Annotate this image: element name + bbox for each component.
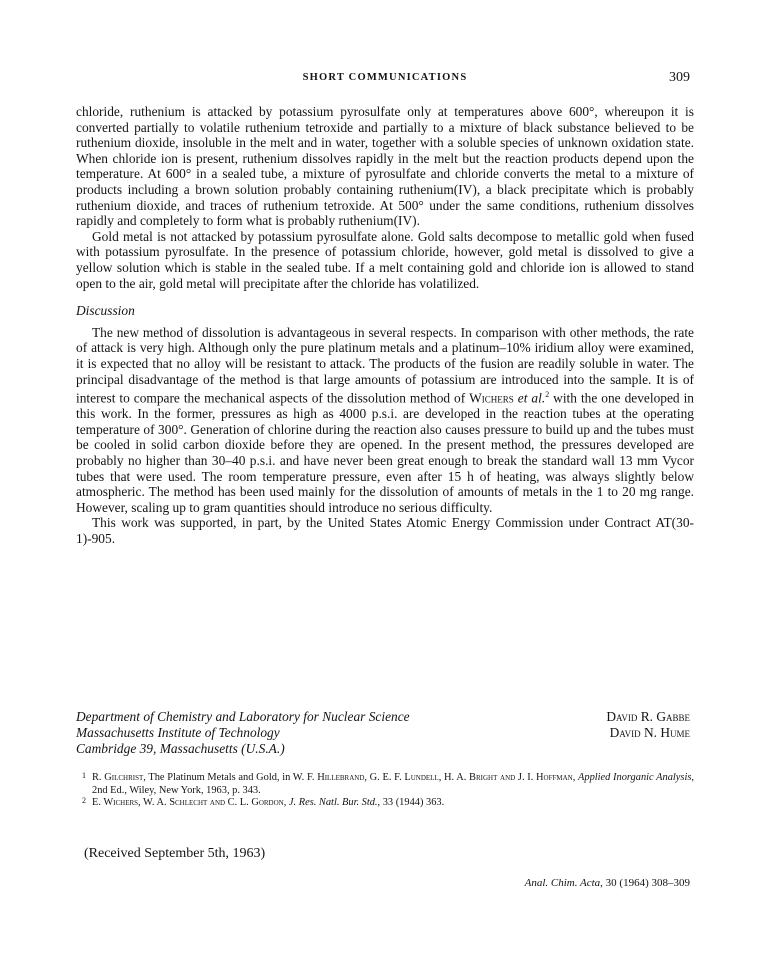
reference-text: , 2nd Ed., Wiley, New York, 1963, p. 343.	[92, 772, 694, 796]
paragraph-ruthenium: chloride, ruthenium is attacked by potassium pyrosulfate only at temperatures above 600°, whereupon it is converted partially to volatile ruthenium tetroxide and partially to a mixture of black substance believed to be ruthenium dioxide, insoluble in the melt and in water, together with a soluble species of unknown oxidation state. When chloride ion is present, ruthenium dissolves rapidly in the melt but the reaction products depend upon the temperature. At 600° in a sealed tube, a mixture of pyrosulfate and chloride converts the metal to a mixture of products including a brown solution probably containing ruthenium(IV), a black precipitate which is probably ruthenium dioxide, and traces of ruthenium tetroxide. At 500° under the same conditions, ruthenium dissolves rapidly and completely to form what is probably ruthenium(IV).	[76, 104, 694, 229]
paragraph-acknowledgement: This work was supported, in part, by the United States Atomic Energy Commission under Contract AT(30-1)-905.	[76, 515, 694, 546]
reference-item	[76, 772, 694, 797]
journal-name: Anal. Chim. Acta	[524, 877, 601, 889]
reference-title: Applied Inorganic Analysis	[578, 772, 692, 783]
running-title: SHORT COMMUNICATIONS	[302, 72, 468, 83]
authors	[606, 709, 690, 741]
reference-editors: Hillebrand, G. E. F. Lundell, H. A. Bright and J. I. Hoffman	[317, 772, 573, 783]
citation-marker: 2	[545, 390, 550, 400]
affiliation-block	[76, 709, 694, 761]
et-al: et al.	[517, 390, 546, 406]
paragraph-discussion	[76, 325, 694, 516]
paragraph-gold: Gold metal is not attacked by potassium pyrosulfate alone. Gold salts decompose to metallic gold when fused with potassium pyrosulfate. In the presence of potassium chloride, however, gold metal is dissolved to give a yellow solution which is stable in the sealed tube. If a melt containing gold and chloride ion is allowed to stand open to the air, gold metal will precipitate after the chloride has volatilized.	[76, 228, 694, 291]
cited-author: Wichers	[469, 390, 514, 406]
author-1: David R. Gabbe	[606, 709, 690, 724]
journal-citation: , 30 (1964) 308–309	[600, 877, 690, 889]
affiliation-line-3: Cambridge 39, Massachusetts (U.S.A.)	[76, 741, 285, 756]
affiliation-line-2: Massachusetts Institute of Technology	[76, 725, 280, 740]
section-heading-discussion: Discussion	[76, 303, 135, 319]
affiliation	[76, 709, 546, 757]
body-text	[76, 104, 694, 547]
page-number: 309	[669, 70, 690, 85]
reference-journal: J. Res. Natl. Bur. Std.	[288, 797, 378, 809]
page-header	[76, 72, 694, 90]
reference-text: ,	[572, 772, 579, 783]
received-date: (Received September 5th, 1963)	[84, 846, 266, 861]
reference-text: ,	[283, 797, 289, 809]
affiliation-line-1: Department of Chemistry and Laboratory for Nuclear Science	[76, 709, 410, 724]
discussion-text-part2: with the one developed in this work. In the former, pressures as high as 4000 p.s.i. are developed in the reaction tubes at the operating temperature of 300°. Generation of chlorine during the reaction also causes pressure to build up and the tubes must be cooled in solid carbon dioxide before they are opened. In the present method, the pressures developed are probably no higher than 30–40 p.s.i. and have never been great enough to break the standard wall 13 mm Vycor tubes that were used. The room temperature pressure, even after 15 h of heating, was always slightly below atmospheric. The method has been used mainly for the dissolution of amounts of metals in the 1 to 20 mg range. However, scaling up to gram quantities should introduce no serious difficulty.	[76, 390, 694, 515]
author-2: David N. Hume	[609, 725, 690, 740]
reference-item	[76, 797, 694, 810]
reference-text: , The Platinum Metals and Gold, in W. F.	[143, 772, 318, 783]
reference-number: 2	[82, 796, 86, 806]
reference-text: , 33 (1944) 363.	[377, 797, 445, 809]
discussion-text-part1: The new method of dissolution is advantageous in several respects. In comparison with other methods, the rate of attack is very high. Although only the pure platinum metals and a platinum–10% iridium alloy were examined, it is expected that no alloy will be resistant to attack. The products of the fusion are readily soluble in water. The principal disadvantage of the method is that large amounts of potassium are introduced into the sample. It is of interest to compare the mechanical aspects of the dissolution method of	[76, 324, 694, 406]
reference-number: 1	[82, 771, 86, 780]
references	[76, 772, 694, 810]
reference-author: R. Gilchrist	[92, 772, 144, 783]
reference-author: E. Wichers, W. A. Schlecht and C. L. Gordon	[92, 797, 284, 809]
page-footer	[525, 877, 690, 889]
